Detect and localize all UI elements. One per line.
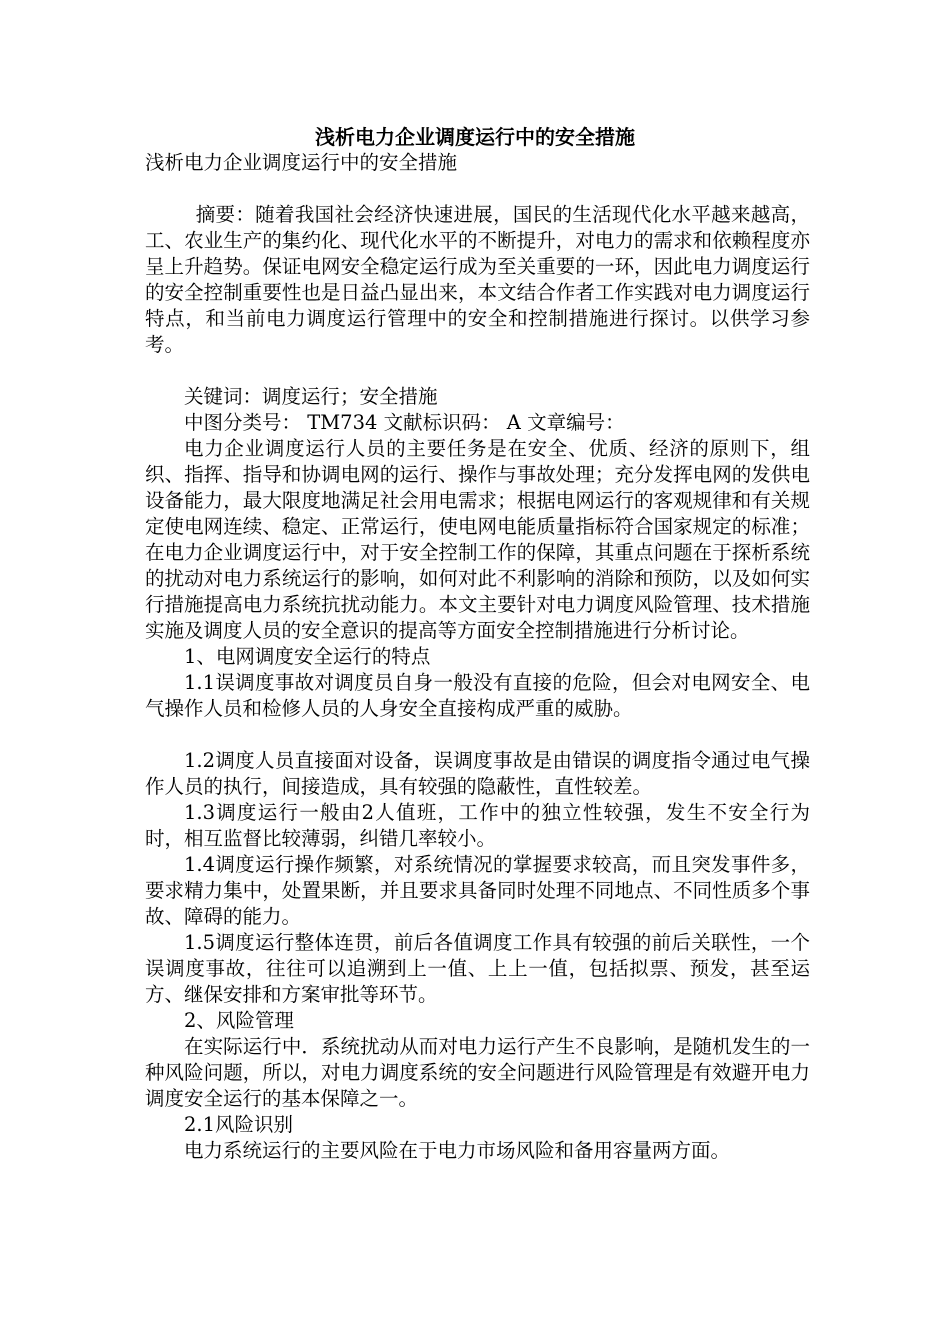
abstract-paragraph: 摘要：随着我国社会经济快速进展，国民的生活现代化水平越来越高，工、农业生产的集约化、现代化水平的不断提升，对电力的需求和依赖程度亦呈上升趋势。保证电网安全稳定运行成为至关重要的一环，因此电力调度运行的安全控制重要性也是日益凸显出来，本文结合作者工作实践对电力调度运行特点，和当前电力调度运行管理中的安全和控制措施进行探讨。以供学习参考。 [145, 203, 810, 356]
paragraph-1-3: 1.3调度运行一般由2人值班，工作中的独立性较强，发生不安全行为时，相互监督比较薄弱，纠错几率较小。 [145, 801, 810, 850]
paragraph-1-2: 1.2调度人员直接面对设备，误调度事故是由错误的调度指令通过电气操作人员的执行，间接造成，具有较强的隐蔽性，直性较差。 [145, 749, 810, 798]
section-heading: 2、风险管理 [184, 1009, 294, 1032]
intro-paragraph: 电力企业调度运行人员的主要任务是在安全、优质、经济的原则下，组织、指挥、指导和协调电网的运行、操作与事故处理；充分发挥电网的发供电设备能力，最大限度地满足社会用电需求；根据电网运行的客观规律和有关规定使电网连续、稳定、正常运行，使电网电能质量指标符合国家规定的标准；在电力企业调度运行中，对于安全控制工作的保障，其重点问题在于探析系统的扰动对电力系统运行的影响，如何对此不利影响的消除和预防，以及如何实行措施提高电力系统抗扰动能力。本文主要针对电力调度风险管理、技术措施实施及调度人员的安全意识的提高等方面安全控制措施进行分析讨论。 [145, 437, 810, 642]
document-subtitle: 浅析电力企业调度运行中的安全措施 [145, 151, 458, 174]
paragraph-2-intro: 在实际运行中．系统扰动从而对电力运行产生不良影响，是随机发生的一种风险问题，所以，对电力调度系统的安全问题进行风险管理是有效避开电力调度安全运行的基本保障之一。 [145, 1035, 810, 1110]
paragraph-2-1: 电力系统运行的主要风险在于电力市场风险和备用容量两方面。 [184, 1139, 731, 1162]
document-title: 浅析电力企业调度运行中的安全措施 [315, 125, 635, 149]
paragraph-1-4: 1.4调度运行操作频繁，对系统情况的掌握要求较高，而且突发事件多，要求精力集中，处置果断，并且要求具备同时处理不同地点、不同性质多个事故、障碍的能力。 [145, 853, 810, 928]
paragraph-1-1: 1.1误调度事故对调度员自身一般没有直接的危险，但会对电网安全、电气操作人员和检修人员的人身安全直接构成严重的威胁。 [145, 671, 810, 720]
keywords-line: 关键词：调度运行；安全措施 [184, 385, 438, 408]
document-body [145, 150, 810, 1164]
paragraph-1-5: 1.5调度运行整体连贯，前后各值调度工作具有较强的前后关联性，一个误调度事故，往往可以追溯到上一值、上上一值，包括拟票、预发，甚至运方、继保安排和方案审批等环节。 [145, 931, 810, 1006]
classification-line: 中图分类号： TM734 文献标识码： A 文章编号： [184, 411, 625, 434]
section-heading: 1、电网调度安全运行的特点 [184, 645, 431, 668]
subsection-heading: 2.1风险识别 [184, 1113, 294, 1136]
